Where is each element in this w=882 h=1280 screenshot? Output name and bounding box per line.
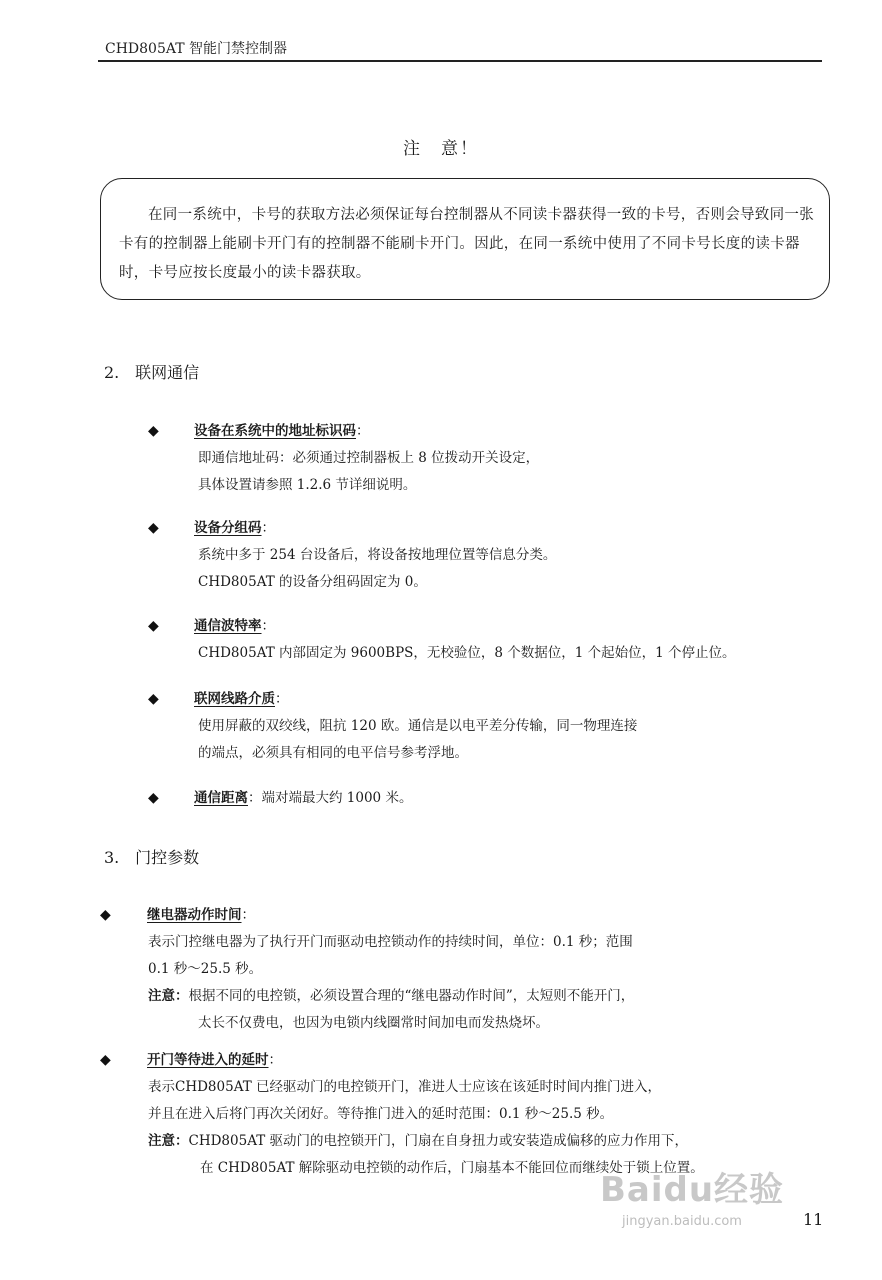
list-item bbox=[148, 613, 736, 667]
list-item bbox=[100, 902, 634, 1037]
notice-box bbox=[100, 178, 830, 300]
notice-line: 同卡号长度的读卡器时，卡号应按长度最小的读卡器获取。 bbox=[119, 236, 800, 281]
list-item bbox=[148, 785, 412, 812]
diamond-bullet-icon: ◆ bbox=[148, 618, 159, 634]
note-label: 注意： bbox=[148, 1133, 189, 1149]
watermark-logo: Baidu经验 bbox=[600, 1170, 785, 1210]
diamond-bullet-icon: ◆ bbox=[148, 691, 159, 707]
diamond-bullet-icon: ◆ bbox=[148, 790, 159, 806]
item-colon: ： bbox=[241, 907, 255, 923]
note-line bbox=[148, 983, 634, 1010]
item-colon: ： bbox=[356, 423, 370, 439]
diamond-bullet-icon: ◆ bbox=[148, 423, 159, 439]
notice-line: 导致同一张卡有的控制器上能刷卡开门有的控制器不能刷卡开门。因此，在同一系统中使用了不 bbox=[119, 207, 814, 252]
section-number: 2. bbox=[104, 363, 120, 382]
item-title: 设备分组码 bbox=[194, 520, 262, 536]
item-line: 使用屏蔽的双绞线，阻抗 120 欧。通信是以电平差分传输，同一物理连接 bbox=[198, 718, 638, 734]
note-text: 根据不同的电控锁，必须设置合理的“继电器动作时间”，太短则不能开门， bbox=[188, 988, 635, 1004]
item-colon: ： bbox=[268, 1052, 282, 1068]
item-title: 通信波特率 bbox=[194, 618, 262, 634]
note-text: CHD805AT 驱动门的电控锁开门，门扇在自身扭力或安装造成偏移的应力作用下， bbox=[188, 1133, 688, 1149]
notice-text bbox=[119, 201, 815, 288]
item-line: 即通信地址码：必须通过控制器板上 8 位拨动开关设定， bbox=[198, 450, 540, 466]
diamond-bullet-icon: ◆ bbox=[100, 907, 111, 923]
item-line: 的端点，必须具有相同的电平信号参考浮地。 bbox=[198, 745, 468, 761]
item-line: 系统中多于 254 台设备后，将设备按地理位置等信息分类。 bbox=[198, 547, 557, 563]
baidu-jingyan-watermark bbox=[600, 1162, 830, 1237]
section-3-heading bbox=[104, 845, 199, 868]
item-inline-text: 端对端最大约 1000 米。 bbox=[261, 790, 413, 806]
item-title: 联网线路介质 bbox=[194, 691, 275, 707]
section-title: 门控参数 bbox=[135, 848, 200, 867]
item-title: 设备在系统中的地址标识码 bbox=[194, 423, 356, 439]
item-colon: ： bbox=[261, 618, 275, 634]
page-number: 11 bbox=[803, 1210, 824, 1229]
item-colon: ： bbox=[275, 691, 289, 707]
item-line: 具体设置请参照 1.2.6 节详细说明。 bbox=[198, 477, 417, 493]
section-2-heading bbox=[104, 360, 199, 383]
diamond-bullet-icon: ◆ bbox=[148, 520, 159, 536]
section-number: 3. bbox=[104, 848, 120, 867]
item-title: 通信距离 bbox=[194, 790, 248, 806]
notice-line: 在同一系统中，卡号的获取方法必须保证每台控制器从不同读卡器获得一致的卡号，否则会 bbox=[148, 207, 740, 223]
item-line: 并且在进入后将门再次关闭好。等待推门进入的延时范围：0.1 秒～25.5 秒。 bbox=[148, 1106, 614, 1122]
item-title: 开门等待进入的延时 bbox=[147, 1052, 269, 1068]
notice-title: 注 意！ bbox=[403, 139, 479, 159]
item-title: 继电器动作时间 bbox=[147, 907, 242, 923]
item-line: 表示门控继电器为了执行开门而驱动电控锁动作的持续时间，单位：0.1 秒；范围 bbox=[148, 934, 633, 950]
header-divider bbox=[98, 60, 822, 62]
list-item bbox=[148, 418, 539, 499]
running-header: CHD805AT 智能门禁控制器 bbox=[105, 41, 287, 57]
item-line: 表示CHD805AT 已经驱动门的电控锁开门，准进人士应该在该延时时间内推门进入， bbox=[148, 1079, 661, 1095]
item-line: 0.1 秒～25.5 秒。 bbox=[148, 961, 263, 977]
item-line: CHD805AT 的设备分组码固定为 0。 bbox=[198, 574, 427, 590]
note-line: 太长不仅费电，也因为电锁内线圈常时间加电而发热烧坏。 bbox=[198, 1015, 549, 1031]
item-line: CHD805AT 内部固定为 9600BPS，无校验位，8 个数据位，1 个起始位，1 个停止位。 bbox=[198, 645, 736, 661]
list-item bbox=[148, 686, 637, 767]
watermark-url: jingyan.baidu.com bbox=[622, 1214, 742, 1229]
diamond-bullet-icon: ◆ bbox=[100, 1052, 111, 1068]
note-label: 注意： bbox=[148, 988, 189, 1004]
note-line bbox=[148, 1128, 704, 1155]
item-colon: ： bbox=[261, 520, 275, 536]
note-line: 在 CHD805AT 解除驱动电控锁的动作后，门扇基本不能回位而继续处于锁上位置。 bbox=[200, 1160, 704, 1176]
section-title: 联网通信 bbox=[135, 363, 200, 382]
list-item bbox=[148, 515, 556, 596]
item-colon: ： bbox=[248, 790, 262, 806]
